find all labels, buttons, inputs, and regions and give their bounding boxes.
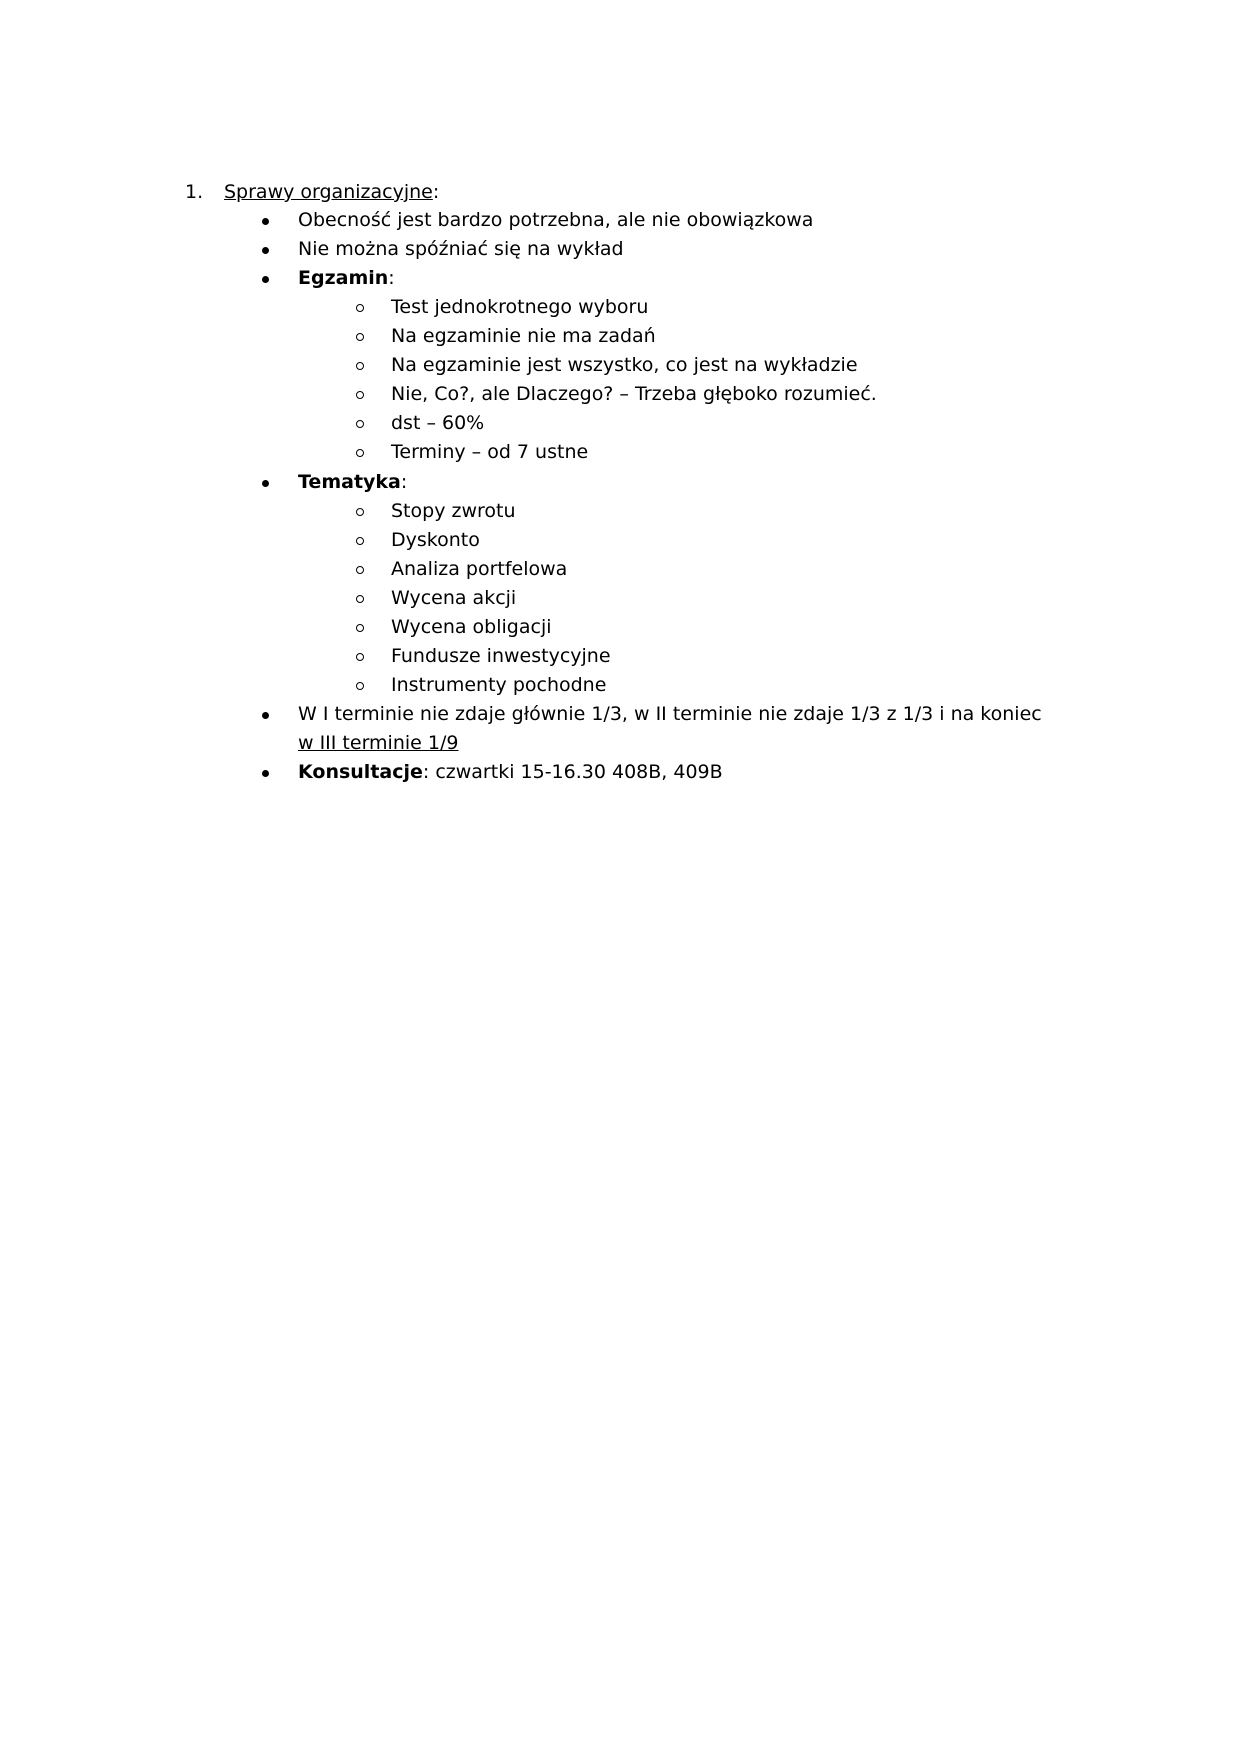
- section-heading: [224, 178, 439, 207]
- circle-bullet-icon: [356, 420, 364, 428]
- list-item-konsultacje: [298, 758, 723, 787]
- sublist-item: Wycena obligacji: [391, 616, 552, 638]
- tematyka-colon: :: [400, 471, 408, 493]
- circle-bullet-icon: [356, 653, 364, 661]
- circle-bullet-icon: [356, 508, 364, 516]
- sublist-item: Instrumenty pochodne: [391, 674, 607, 696]
- sublist-item: Wycena akcji: [391, 587, 517, 609]
- bullet-icon: [262, 276, 269, 283]
- circle-bullet-icon: [356, 362, 364, 370]
- sublist-item: Dyskonto: [391, 529, 480, 551]
- konsultacje-label: Konsultacje: [298, 761, 423, 783]
- sublist-item: Test jednokrotnego wyboru: [391, 296, 649, 318]
- bullet-icon: [262, 218, 269, 225]
- circle-bullet-icon: [356, 624, 364, 632]
- circle-bullet-icon: [356, 595, 364, 603]
- circle-bullet-icon: [356, 566, 364, 574]
- circle-bullet-icon: [356, 537, 364, 545]
- circle-bullet-icon: [356, 333, 364, 341]
- circle-bullet-icon: [356, 682, 364, 690]
- sublist-item: Stopy zwrotu: [391, 500, 516, 522]
- circle-bullet-icon: [356, 304, 364, 312]
- circle-bullet-icon: [356, 449, 364, 457]
- tematyka-label: Tematyka: [298, 471, 401, 493]
- list-item-terminy-line2: w III terminie 1/9: [298, 732, 459, 754]
- bullet-icon: [262, 712, 269, 719]
- section-number: 1.: [185, 181, 204, 203]
- list-item-egzamin: [298, 264, 395, 293]
- konsultacje-details: : czwartki 15-16.30 408B, 409B: [422, 761, 723, 783]
- sublist-item: Nie, Co?, ale Dlaczego? – Trzeba głęboko rozumieć.: [391, 383, 877, 405]
- section-title-colon: :: [432, 181, 440, 203]
- sublist-item: dst – 60%: [391, 412, 485, 434]
- sublist-item: Fundusze inwestycyjne: [391, 645, 611, 667]
- circle-bullet-icon: [356, 391, 364, 399]
- list-item-terminy-line1: W I terminie nie zdaje głównie 1/3, w II terminie nie zdaje 1/3 z 1/3 i na koniec: [298, 703, 1042, 725]
- list-item: Nie można spóźniać się na wykład: [298, 238, 624, 260]
- list-item: Obecność jest bardzo potrzebna, ale nie obowiązkowa: [298, 209, 814, 231]
- bullet-icon: [262, 480, 269, 487]
- egzamin-label: Egzamin: [298, 267, 389, 289]
- bullet-icon: [262, 770, 269, 777]
- bullet-icon: [262, 247, 269, 254]
- egzamin-colon: :: [388, 267, 395, 289]
- sublist-item: Na egzaminie nie ma zadań: [391, 325, 656, 347]
- sublist-item: Na egzaminie jest wszystko, co jest na wykładzie: [391, 354, 858, 376]
- sublist-item: Terminy – od 7 ustne: [391, 441, 589, 463]
- list-item-tematyka: [298, 468, 407, 497]
- section-title: Sprawy organizacyjne: [224, 181, 433, 203]
- sublist-item: Analiza portfelowa: [391, 558, 568, 580]
